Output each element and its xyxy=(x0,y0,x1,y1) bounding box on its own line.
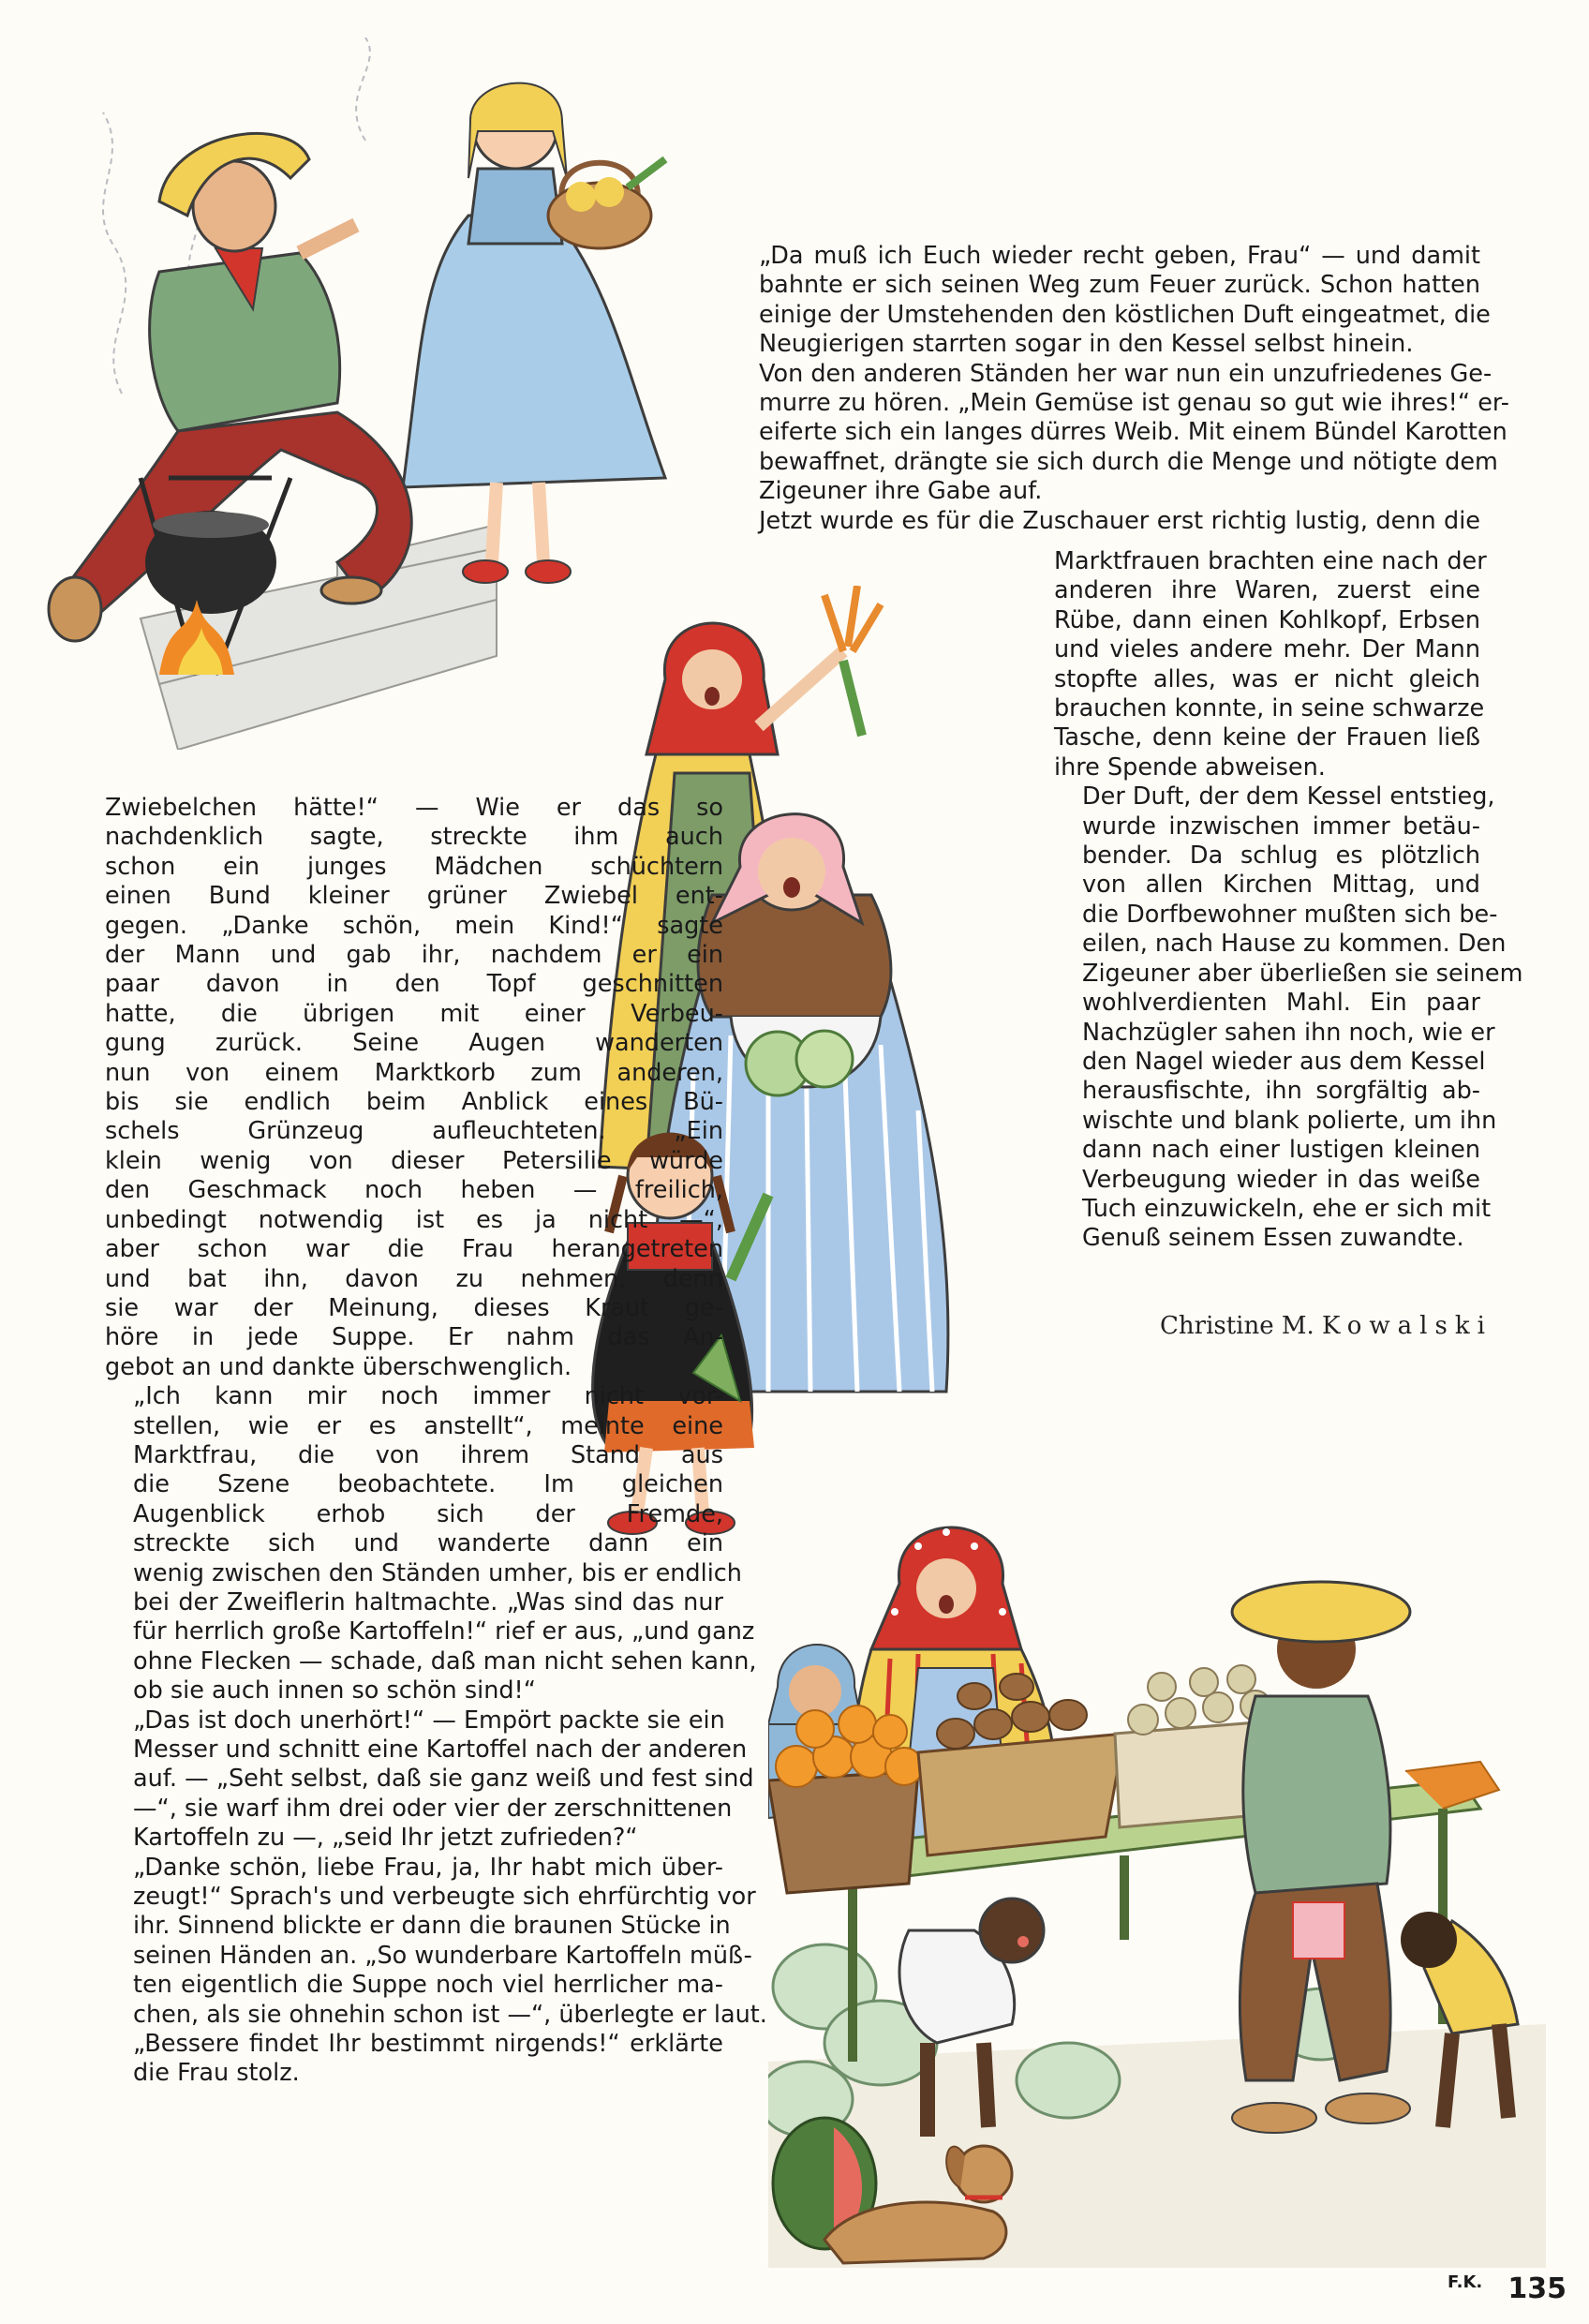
text-line: Zigeuner ihre Gabe auf. xyxy=(759,477,1043,506)
text-line: wohlverdienten Mahl. Ein paar xyxy=(1082,989,1480,1018)
text-line: Jetzt wurde es für die Zuschauer erst richtig lustig, denn die xyxy=(759,506,1480,535)
right-column-top xyxy=(731,242,1509,536)
text-line: wenig zwischen den Ständen umher, bis er endlich xyxy=(133,1558,742,1587)
author-last-name: Kowalski xyxy=(1322,1312,1492,1340)
text-line: gung zurück. Seine Augen wanderten xyxy=(105,1029,723,1058)
text-line: bender. Da schlug es plötzlich xyxy=(1082,842,1480,871)
paragraph xyxy=(1054,782,1523,1254)
text-line: Genuß seinem Essen zuwandte. xyxy=(1082,1224,1464,1253)
text-line: der Mann und gab ihr, nachdem er ein xyxy=(105,941,723,970)
text-line: klein wenig von dieser Petersilie würde xyxy=(105,1146,723,1175)
text-line: bei der Zweiflerin haltmachte. „Was sind das nur xyxy=(133,1587,723,1616)
text-line: chen, als sie ohnehin schon ist —“, überlegte er laut. xyxy=(133,2000,767,2029)
paragraph xyxy=(731,242,1491,360)
text-line: auf. — „Seht selbst, daß sie ganz weiß und fest sind xyxy=(133,1765,754,1794)
text-line: „Bessere findet Ihr bestimmt nirgends!“ erklärte xyxy=(133,2030,723,2059)
paragraph xyxy=(105,2030,723,2089)
text-line: Nachzügler sahen ihn noch, wie er xyxy=(1082,1018,1495,1047)
text-line: herausfischte, ihn sorgfältig ab- xyxy=(1082,1077,1480,1106)
right-column-narrow xyxy=(1054,547,1523,1254)
text-line: schon ein junges Mädchen schüchtern xyxy=(105,852,723,881)
text-line: eiferte sich ein langes dürres Weib. Mit einem Bündel Karotten xyxy=(759,418,1507,447)
text-line: —“, sie warf ihm drei oder vier der zerschnittenen xyxy=(133,1794,733,1823)
market-stall-with-children-illustration xyxy=(768,1499,1546,2268)
text-line: Rübe, dann einen Kohlkopf, Erbsen xyxy=(1054,605,1480,634)
artist-initials: F.K. xyxy=(1448,2272,1483,2292)
text-line: einige der Umstehenden den köstlichen Duft eingeatmet, die xyxy=(759,300,1491,329)
text-line: Neugierigen starrten sogar in den Kessel selbst hinein. xyxy=(759,330,1414,359)
author-signature xyxy=(1160,1312,1492,1340)
text-line: sie war der Meinung, dieses Kraut ge- xyxy=(105,1293,723,1322)
text-line: zeugt!“ Sprach's und verbeugte sich ehrfürchtig vor xyxy=(133,1883,756,1912)
text-line: „Danke schön, liebe Frau, ja, Ihr habt mich über- xyxy=(133,1853,723,1882)
text-line: eilen, nach Hause zu kommen. Den xyxy=(1082,930,1507,959)
text-line: ob sie auch innen so schön sind!“ xyxy=(133,1676,536,1706)
text-line: bewaffnet, drängte sie sich durch die Menge und nötigte dem xyxy=(759,447,1498,476)
paragraph xyxy=(105,1706,754,1854)
text-line: paar davon in den Topf geschnitten xyxy=(105,970,723,999)
text-line: den Geschmack noch heben — freilich, xyxy=(105,1176,723,1205)
page-number: 135 xyxy=(1507,2272,1567,2305)
text-line: den Nagel wieder aus dem Kessel xyxy=(1082,1047,1486,1076)
text-line: Kartoffeln zu —, „seid Ihr jetzt zufrieden?“ xyxy=(133,1824,638,1853)
text-line: und vieles andere mehr. Der Mann xyxy=(1054,635,1480,664)
text-line: hatte, die übrigen mit einer Verbeu- xyxy=(105,999,723,1028)
girl-with-basket xyxy=(403,83,665,583)
paragraph xyxy=(1054,547,1487,782)
text-line: wurde inzwischen immer betäu- xyxy=(1082,812,1480,841)
text-line: „Ich kann mir noch immer nicht vor- xyxy=(133,1382,723,1411)
text-line: ihre Spende abweisen. xyxy=(1054,752,1326,782)
paragraph xyxy=(731,359,1509,507)
paragraph xyxy=(105,1382,757,1706)
author-first-name: Christine M. xyxy=(1160,1312,1314,1340)
text-line: Verbeugung wieder in das weiße xyxy=(1082,1165,1480,1194)
text-line: „Da muß ich Euch wieder recht geben, Frau“ — und damit xyxy=(759,242,1480,270)
text-line: die Szene beobachtete. Im gleichen xyxy=(133,1470,723,1499)
text-line: Marktfrau, die von ihrem Stand aus xyxy=(133,1440,723,1469)
text-line: ten eigentlich die Suppe noch viel herrlicher ma- xyxy=(133,1971,723,2000)
text-line: Der Duft, der dem Kessel entstieg, xyxy=(1082,782,1495,812)
text-line: stopfte alles, was er nicht gleich xyxy=(1054,664,1480,693)
text-line: höre in jede Suppe. Er nahm das An- xyxy=(105,1323,723,1352)
text-line: unbedingt notwendig ist es ja nicht —“, xyxy=(105,1205,723,1234)
text-line: einen Bund kleiner grüner Zwiebel ent- xyxy=(105,882,723,911)
text-line: von allen Kirchen Mittag, und xyxy=(1082,871,1480,900)
text-line: gebot an und dankte überschwenglich. xyxy=(105,1352,572,1381)
text-line: Messer und schnitt eine Kartoffel nach der anderen xyxy=(133,1736,748,1764)
text-line: Tuch einzuwickeln, ehe er sich mit xyxy=(1082,1194,1492,1223)
paragraph xyxy=(105,1853,767,2030)
text-line: Zwiebelchen hätte!“ — Wie er das so xyxy=(105,794,723,822)
text-line: dann nach einer lustigen kleinen xyxy=(1082,1136,1480,1165)
paragraph xyxy=(731,507,1480,536)
text-line: für herrlich große Kartoffeln!“ rief er aus, „und ganz xyxy=(133,1617,755,1646)
text-line: brauchen konnte, in seine schwarze xyxy=(1054,694,1485,723)
text-line: bahnte er sich seinen Weg zum Feuer zurück. Schon hatten xyxy=(759,271,1480,300)
text-line: gegen. „Danke schön, mein Kind!“ sagte xyxy=(105,911,723,940)
text-line: die Dorfbewohner mußten sich be- xyxy=(1082,900,1498,929)
text-line: ohne Flecken — schade, daß man nicht sehen kann, xyxy=(133,1646,757,1676)
text-line: Augenblick erhob sich der Fremde, xyxy=(133,1499,723,1528)
text-line: Marktfrauen brachten eine nach der xyxy=(1054,547,1487,575)
text-line: ihr. Sinnend blickte er dann die braunen Stücke in xyxy=(133,1912,731,1941)
text-line: nachdenklich sagte, streckte ihm auch xyxy=(105,823,723,852)
text-line: „Das ist doch unerhört!“ — Empört packte sie ein xyxy=(133,1706,725,1735)
text-line: aber schon war die Frau herangetreten xyxy=(105,1235,723,1264)
text-line: bis sie endlich beim Anblick eines Bü- xyxy=(105,1088,723,1117)
text-line: Zigeuner aber überließen sie seinem xyxy=(1082,959,1523,988)
text-line: anderen ihre Waren, zuerst eine xyxy=(1054,576,1480,605)
text-line: streckte sich und wanderte dann ein xyxy=(133,1529,723,1558)
paragraph xyxy=(105,794,723,1382)
text-line: wischte und blank polierte, um ihn xyxy=(1082,1106,1497,1135)
text-line: Von den anderen Ständen her war nun ein unzufriedenes Ge- xyxy=(759,359,1492,388)
text-line: murre zu hören. „Mein Gemüse ist genau so gut wie ihres!“ er- xyxy=(759,389,1509,418)
text-line: schels Grünzeug aufleuchteten. „Ein xyxy=(105,1117,723,1146)
text-line: die Frau stolz. xyxy=(133,2059,300,2088)
text-line: seinen Händen an. „So wunderbare Kartoffeln müß- xyxy=(133,1941,752,1970)
text-line: und bat ihn, davon zu nehmen, denn xyxy=(105,1264,723,1293)
left-column xyxy=(105,794,767,2089)
text-line: nun von einem Marktkorb zum anderen, xyxy=(105,1058,723,1087)
text-line: stellen, wie er es anstellt“, meinte eine xyxy=(133,1411,723,1440)
text-line: Tasche, denn keine der Frauen ließ xyxy=(1054,723,1480,752)
